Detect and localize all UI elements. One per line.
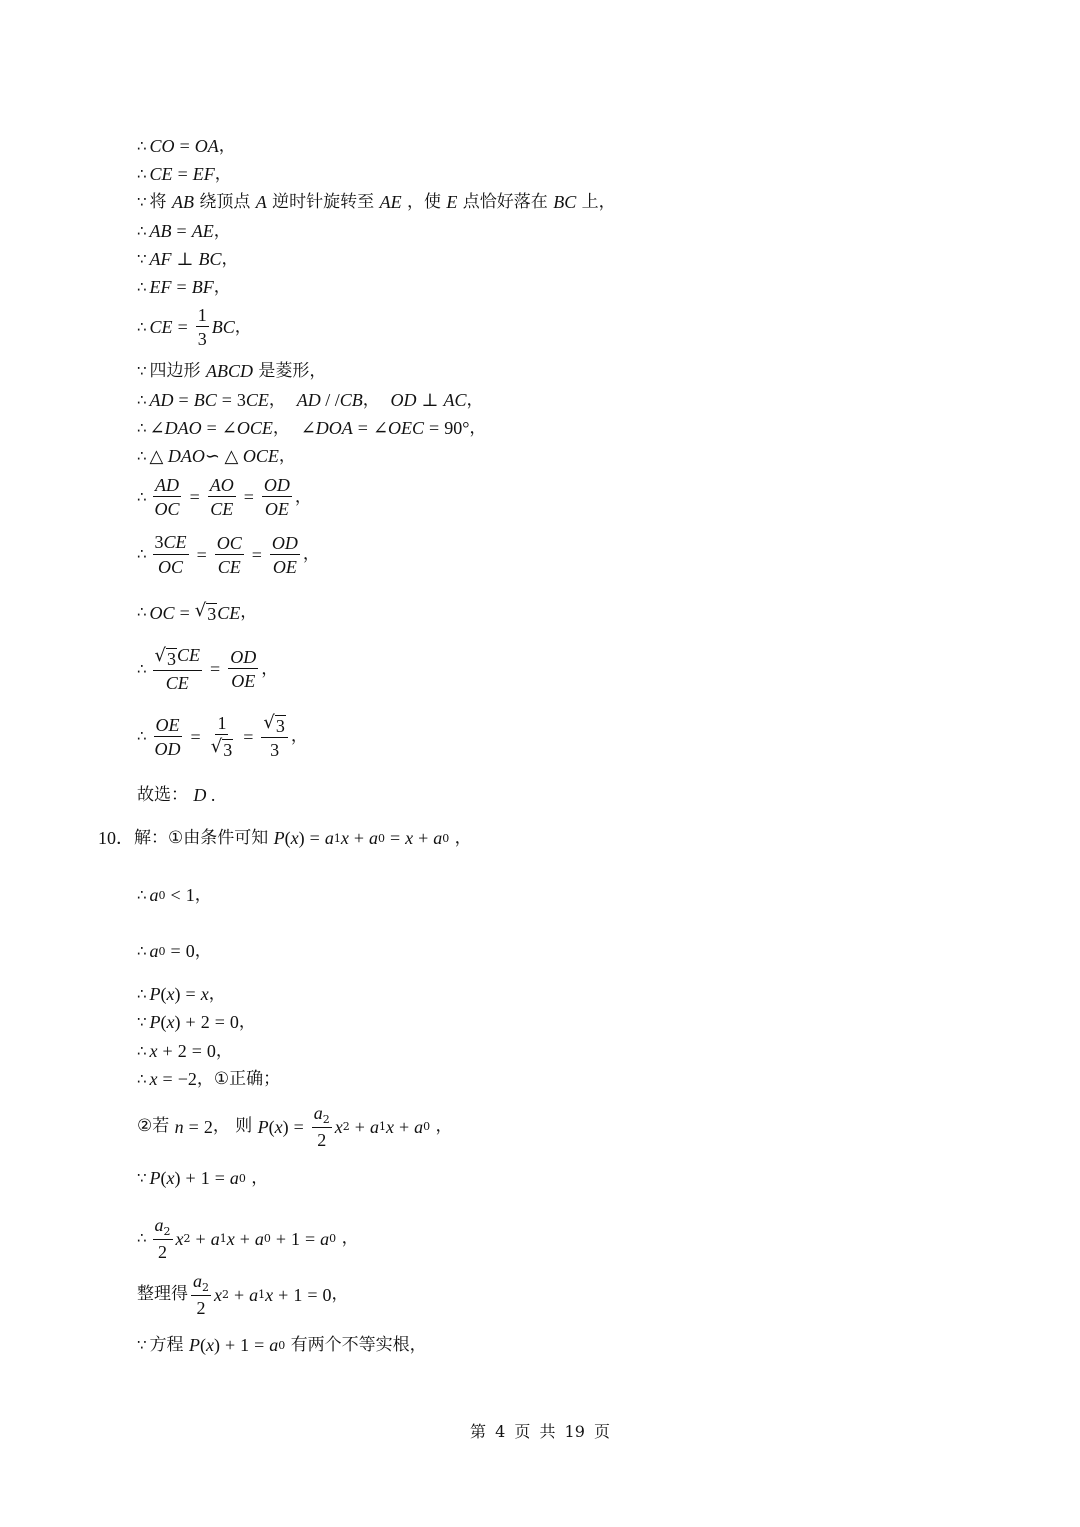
therefore-symbol: ∴ bbox=[137, 418, 147, 437]
therefore-symbol: ∴ bbox=[137, 885, 147, 904]
question-number: 10． bbox=[98, 828, 134, 848]
fraction: $\frac{1}{3}$ bbox=[197, 305, 207, 349]
therefore-symbol: ∴ bbox=[137, 221, 147, 240]
therefore-symbol: ∴ bbox=[137, 1041, 147, 1060]
solution-line-25: ∵ P ( x ) + 1 = a 0 ， bbox=[137, 1167, 269, 1188]
solution-line-15: ∴ $\frac{OE}{OD}$ = 1 √ 3 = √ 3 3 ， bbox=[137, 712, 308, 760]
therefore-symbol: ∴ bbox=[137, 1229, 147, 1247]
answer-label: 故选： bbox=[137, 784, 194, 805]
solution-line-27: 整理得 $\frac{a_2}{2}$ x 2 + a 1 x + 1 = 0 ， bbox=[137, 1271, 349, 1318]
solution-line-4: ∵ AF ⊥ BC ， bbox=[137, 248, 239, 269]
solution-line-20: ∴ P ( x ) = x ， bbox=[137, 983, 226, 1004]
because-symbol: ∵ bbox=[137, 1168, 147, 1187]
solution-line-0: ∴ CO = OA ， bbox=[137, 135, 236, 156]
solution-line-16: 故选： D . bbox=[137, 784, 216, 805]
therefore-symbol: ∴ bbox=[137, 984, 147, 1003]
therefore-symbol: ∴ bbox=[137, 164, 147, 183]
solution-line-5: ∴ EF = BF ， bbox=[137, 276, 231, 297]
solution-line-26: ∴ $\frac{a_2}{2}$ x 2 + a 1 x + a 0 + 1 = a 0 ， bbox=[137, 1215, 359, 1262]
therefore-symbol: ∴ bbox=[137, 603, 147, 621]
solution-line-6: ∴ CE = $\frac{1}{3}$ BC ， bbox=[137, 305, 252, 349]
because-symbol: ∵ bbox=[137, 1335, 147, 1354]
because-symbol: ∵ bbox=[137, 192, 147, 211]
solution-line-28: ∵ 方程 P ( x ) + 1 = a 0 有两个不等实根， bbox=[137, 1334, 427, 1355]
page-footer: 第 4 页 共 19 页 bbox=[470, 1422, 610, 1441]
therefore-symbol: ∴ bbox=[137, 659, 147, 678]
because-symbol: ∵ bbox=[137, 361, 147, 380]
therefore-symbol: ∴ bbox=[137, 446, 147, 465]
therefore-symbol: ∴ bbox=[137, 277, 147, 296]
because-symbol: ∵ bbox=[137, 249, 147, 268]
solution-line-17: 10． 解：①由条件可知 P ( x ) = a 1 x + a 0 = x + a 0 ， bbox=[98, 827, 472, 848]
therefore-symbol: ∴ bbox=[137, 1069, 147, 1088]
solution-line-14: ∴ √ 3 CE CE = $\frac{OD}{OE}$ ， bbox=[137, 645, 279, 693]
solution-line-2: ∵ 将 AB 绕顶点 A 逆时针旋转至 AE ，使 E 点恰好落在 BC 上， bbox=[137, 191, 616, 212]
solution-line-8: ∴ AD = BC = 3 CE ， AD / / CB ， OD ⊥ AC ， bbox=[137, 389, 484, 410]
therefore-symbol: ∴ bbox=[137, 545, 147, 563]
solution-line-1: ∴ CE = EF ， bbox=[137, 163, 232, 184]
therefore-symbol: ∴ bbox=[137, 727, 147, 745]
solution-line-22: ∴ x + 2 = 0 ， bbox=[137, 1040, 233, 1061]
solution-line-7: ∵ 四边形 ABCD 是菱形， bbox=[137, 360, 327, 381]
solution-line-18: ∴ a 0 < 1 ， bbox=[137, 884, 212, 905]
solution-line-24: ②若 n = 2 ， 则 P ( x ) = $\frac{a_2}{2}$ x 2 + a 1 x + a 0 ， bbox=[137, 1103, 453, 1150]
solution-line-23: ∴ x = −2 ，①正确； bbox=[137, 1068, 281, 1089]
therefore-symbol: ∴ bbox=[137, 941, 147, 960]
solution-line-13: ∴ OC = √ 3 CE ， bbox=[137, 600, 258, 624]
solution-line-12: ∴ $\frac{3CE}{OC}$ = $\frac{OC}{CE}$ = $\frac{OD}{OE}$ ， bbox=[137, 532, 320, 577]
solution-line-10: ∴ △ DAO ∽ △ OCE ， bbox=[137, 445, 296, 466]
solution-line-21: ∵ P ( x ) + 2 = 0 ， bbox=[137, 1011, 256, 1032]
because-symbol: ∵ bbox=[137, 1012, 147, 1031]
therefore-symbol: ∴ bbox=[137, 136, 147, 155]
solution-line-9: ∴ ∠ DAO = ∠ OCE ， ∠ DOA = ∠ OEC = 90° ， bbox=[137, 417, 487, 438]
therefore-symbol: ∴ bbox=[137, 390, 147, 409]
therefore-symbol: ∴ bbox=[137, 317, 147, 336]
solution-line-3: ∴ AB = AE ， bbox=[137, 220, 231, 241]
solution-line-19: ∴ a 0 = 0 ， bbox=[137, 940, 212, 961]
therefore-symbol: ∴ bbox=[137, 487, 147, 506]
solution-line-11: ∴ $\frac{AD}{OC}$ = $\frac{AO}{CE}$ = $\frac{OD}{OE}$ ， bbox=[137, 475, 312, 519]
